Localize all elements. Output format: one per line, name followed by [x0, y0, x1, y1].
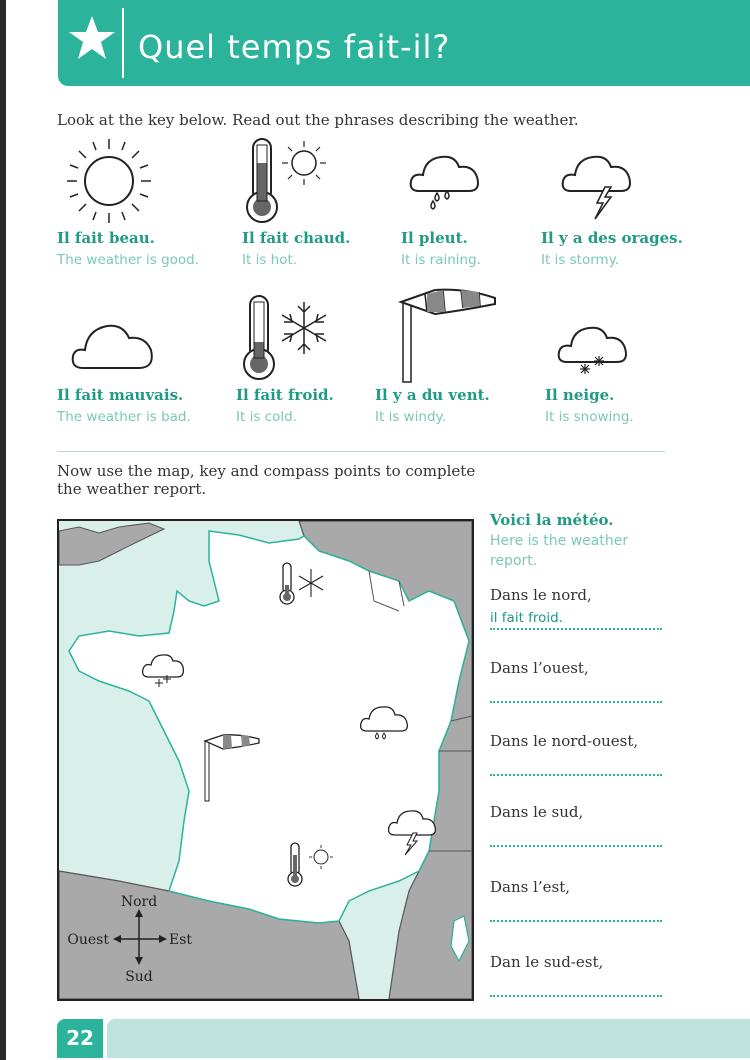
- report-line-sud-est: [490, 953, 670, 997]
- cloud-icon: [57, 292, 167, 384]
- key-french: Il fait froid.: [236, 386, 334, 404]
- weather-report: [490, 511, 670, 971]
- compass-south: Sud: [125, 969, 153, 985]
- report-line-label: Dans le nord,: [490, 586, 592, 604]
- key-english: The weather is good.: [57, 252, 200, 268]
- map-drawing: [59, 521, 472, 999]
- report-line-label: Dans l’est,: [490, 878, 571, 896]
- report-title: Voici la météo.: [490, 511, 614, 529]
- key-item-wind: [375, 280, 545, 425]
- report-line-label: Dans l’ouest,: [490, 659, 589, 677]
- key-french: Il fait mauvais.: [57, 386, 184, 404]
- sun-icon: [57, 135, 157, 227]
- intro-text: Look at the key below. Read out the phrases describing the weather.: [57, 111, 579, 129]
- key-english: It is windy.: [375, 409, 446, 425]
- page-edge: [0, 0, 6, 1060]
- key-french: Il fait chaud.: [242, 229, 351, 247]
- storm-cloud-icon: [541, 135, 651, 227]
- key-english: It is snowing.: [545, 409, 634, 425]
- cold-thermometer-icon: [236, 292, 346, 384]
- report-answer-field[interactable]: [490, 756, 662, 776]
- report-line-sud: [490, 803, 670, 847]
- star-icon: [68, 14, 116, 62]
- key-english: It is cold.: [236, 409, 297, 425]
- report-subtitle: Here is the weather report.: [490, 533, 629, 569]
- report-line-nord: [490, 586, 670, 630]
- key-english: It is raining.: [401, 252, 481, 268]
- compass-east: Est: [169, 932, 193, 948]
- page-number: 22: [57, 1019, 103, 1058]
- rain-cloud-icon: [401, 135, 501, 227]
- report-line-ouest: [490, 659, 670, 703]
- report-answer-field[interactable]: [490, 827, 662, 847]
- report-line-label: Dan le sud-est,: [490, 953, 604, 971]
- report-answer-field[interactable]: [490, 902, 662, 922]
- hot-thermometer-icon: [242, 135, 342, 227]
- report-line-label: Dans le nord-ouest,: [490, 732, 639, 750]
- france-weather-map: [57, 519, 474, 1001]
- footer-bar: [107, 1019, 750, 1058]
- key-english: The weather is bad.: [57, 409, 191, 425]
- page-title: Quel temps fait-il?: [138, 28, 451, 66]
- report-line-nord-ouest: [490, 732, 670, 776]
- key-item-snow: [545, 292, 715, 425]
- key-item-sun: [57, 135, 227, 268]
- compass-west: Ouest: [67, 932, 109, 948]
- key-french: Il fait beau.: [57, 229, 155, 247]
- section-divider: [57, 451, 665, 452]
- key-french: Il neige.: [545, 386, 615, 404]
- key-french: Il y a des orages.: [541, 229, 683, 247]
- key-english: It is stormy.: [541, 252, 620, 268]
- report-answer-field[interactable]: il fait froid.: [490, 610, 662, 630]
- key-english: It is hot.: [242, 252, 298, 268]
- header-divider: [122, 8, 124, 78]
- report-line-label: Dans le sud,: [490, 803, 584, 821]
- report-line-est: [490, 878, 670, 922]
- key-french: Il pleut.: [401, 229, 468, 247]
- snow-cloud-icon: [545, 292, 645, 384]
- key-item-storm: [541, 135, 711, 268]
- key-item-bad: [57, 292, 227, 425]
- instructions-text: Now use the map, key and compass points to complete the weather report.: [57, 462, 476, 498]
- key-french: Il y a du vent.: [375, 386, 490, 404]
- header-banner: [58, 0, 750, 86]
- report-answer-field[interactable]: [490, 977, 662, 997]
- windsock-icon: [375, 280, 505, 384]
- compass-north: Nord: [120, 894, 158, 910]
- key-item-hot: [242, 135, 412, 268]
- report-answer-field[interactable]: [490, 683, 662, 703]
